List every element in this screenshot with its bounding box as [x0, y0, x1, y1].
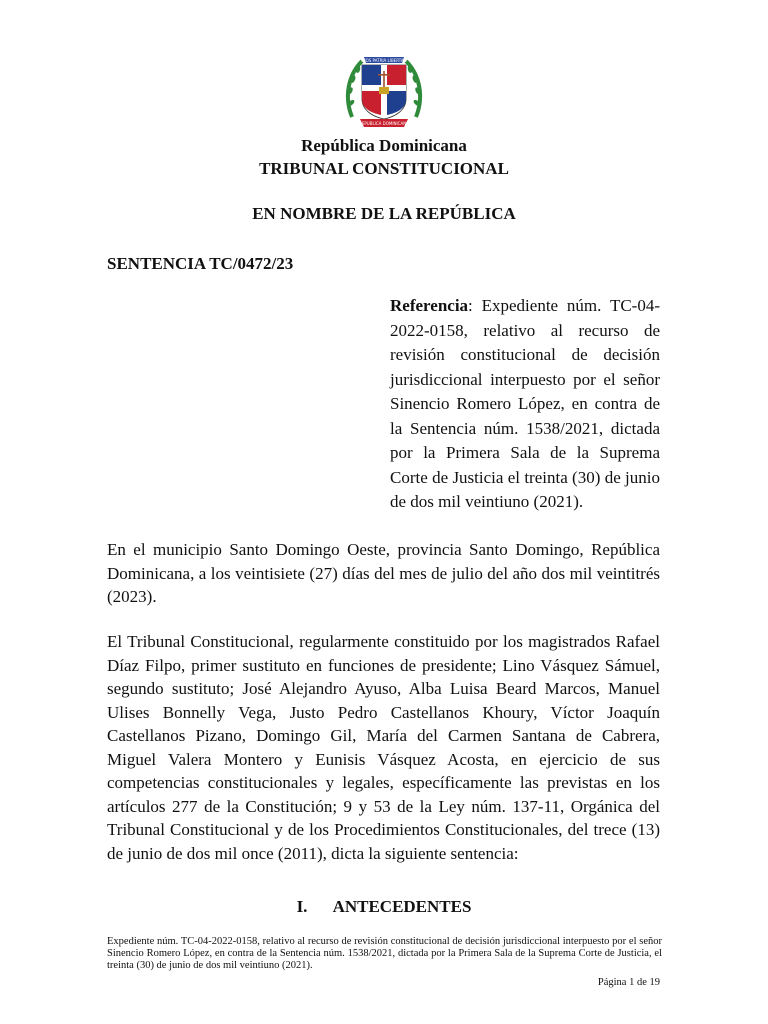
- page-number: Página 1 de 19: [597, 977, 660, 988]
- reference-label: Referencia: [390, 296, 469, 315]
- reference-text: : Expediente núm. TC-04-2022-0158, relativo al recurso de revisión constitucional de decisión jurisdiccional interpuesto por el señor Sinencio Romero López, en contra de la Sentencia núm. 1538/2021, dictada por la Primera Sala de la Suprema Corte de Justicia el treinta (30) de junio de dos mil veintiuno (2021).: [390, 296, 660, 511]
- body-paragraph-1: En el municipio Santo Domingo Oeste, provincia Santo Domingo, República Dominicana, a los veintisiete (27) días del mes de julio del año dos mil veintitrés (2023).: [107, 540, 660, 606]
- section-title: ANTECEDENTES: [332, 897, 472, 916]
- section-heading: [0, 897, 768, 917]
- sentence-id: SENTENCIA TC/0472/23: [107, 254, 294, 273]
- footer-note: Expediente núm. TC-04-2022-0158, relativo al recurso de revisión constitucional de decisión jurisdiccional interpuesto por el señor Sinencio Romero López, en contra de la Sentencia núm. 1538/2021, dictada por la Primera Sala de la Suprema Corte de Justicia, el treinta (30) de junio de dos mil veintiuno (2021).: [107, 936, 662, 971]
- country-title: República Dominicana: [301, 136, 467, 155]
- section-number: I.: [296, 897, 308, 916]
- svg-text:DIOS PATRIA LIBERTAD: DIOS PATRIA LIBERTAD: [361, 58, 407, 63]
- invocation-title: EN NOMBRE DE LA REPÚBLICA: [252, 204, 516, 223]
- coat-of-arms-seal: [342, 47, 426, 131]
- court-title: TRIBUNAL CONSTITUCIONAL: [259, 159, 509, 178]
- body-paragraph-2: El Tribunal Constitucional, regularmente constituido por los magistrados Rafael Díaz Filpo, primer sustituto en funciones de presidente; Lino Vásquez Sámuel, segundo sustituto; José Alejandro Ayuso, Alba Luisa Beard Marcos, Manuel Ulises Bonnelly Vega, Justo Pedro Castellanos Khoury, Víctor Joaquín Castellanos Pizano, Domingo Gil, María del Carmen Santana de Cabrera, Miguel Valera Montero y Eunisis Vásquez Acosta, en ejercicio de sus competencias constitucionales y legales, específicamente las previstas en los artículos 277 de la Constitución; 9 y 53 de la Ley núm. 137-11, Orgánica del Tribunal Constitucional y de los Procedimientos Constitucionales, del trece (13) de junio de dos mil once (2011), dicta la siguiente sentencia:: [107, 632, 660, 863]
- svg-text:REPUBLICA DOMINICANA: REPUBLICA DOMINICANA: [359, 121, 409, 126]
- reference-block: [390, 294, 660, 515]
